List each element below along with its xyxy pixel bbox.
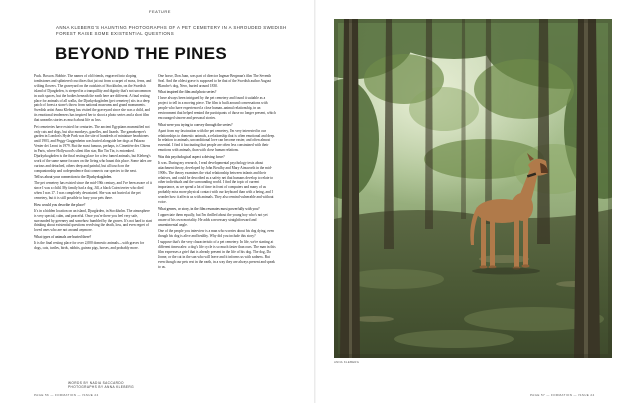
forest-dog-photograph [334, 19, 612, 358]
paragraph: It's in a hidden location on an island, Djurgården, in Stockholm. The atmosphere is very special, calm, and peaceful. Once you're there you feel very safe, surrounded by greenery and somehow humbled by the graves. It's not hard to start thinking about existential questions revolving the death, loss, and even regret of loved ones who are not around anymore. [34, 208, 152, 233]
paragraph: One of the people you interview is a man who worries about his dog dying, even though his dog is alive and healthy. Why did you include this story? [158, 229, 274, 238]
photo-illustration [334, 19, 612, 358]
interview-question: How would you describe the place? [34, 202, 86, 207]
article-column-2 [158, 74, 276, 380]
interview-question: What genres, or story, in the film resonates most powerfully with you? [158, 206, 260, 211]
interview-question: What inspired the film and photo series? [158, 90, 217, 95]
paragraph: Apart from my fascination with the pet cemetery, I'm very interested in our relationships to domestic animals, a relationship that is often emotional and deep. In relation to animals, unconditional love can become easier, and often almost essential. I find it fascinating that people are often less constrained with their emotions with animals, than with close human relations. [158, 128, 276, 153]
paragraph: Pet cemeteries have existed for centuries. The ancient Egyptians mummified not only cats and dogs, but also monkeys, gazelles, and lizards. The gamekeeper's garden in London's Hyde Park was the site of hundreds of miniature headstones until 1903, and Peggy Guggenheim was buried alongside her dogs at Palazzo Venier dei Leoni in 1979. But the most famous, perhaps, is Cimetière des Chiens in Paris, where Hollywood's silent film star, Rin Tin Tin, is entombed. Djurkyrkogården is the final resting place for a few famed animals, but Kleberg's work of the same name focuses on the living who haunt this place. Some tales are curious and detached, others deep and painful, but all touch on the companionship and codependence that connects our species to the next. [34, 124, 152, 173]
folio-right: PAGE 57 — FORMATION — ISSUE 24 [530, 393, 595, 397]
paragraph: It is the final resting place for over 2,000 domestic animals—with graves for dogs, cats, turtles, birds, rabbits, guinea pigs, horses, and probably more. [34, 240, 145, 250]
paragraph: I have always been intrigued by the pet cemetery and found it suitable as a project to tell in a moving piece. The film is built around conversations with people who have experienced a close human–animal relationship, in an environment that helped remind the participants of those no longer present, which encouraged sincere and personal stories. [158, 96, 276, 121]
interview-question: Was this psychological aspect a driving force? [158, 154, 225, 159]
paragraph: I appreciate them equally, but I'm thrilled about the young boy who's not yet aware of his own mortality. He adds a necessary straightforward and unsentimental angle. [158, 212, 268, 227]
interview-question: What types of animals are buried there? [34, 234, 92, 239]
section-label: FEATURE [149, 9, 171, 14]
article-deck: ANNA KLEBERG'S HAUNTING PHOTOGRAPHS OF A PET CEMETERY IN A SHROUDED SWEDISH FOREST RAISE SOME EXISTENTIAL QUESTIONS [56, 25, 287, 36]
photo-credit: ANNA KLEBERG [334, 360, 360, 364]
interview-question: What were you trying to convey through the series? [158, 122, 233, 127]
byline [68, 381, 134, 390]
paragraph: The pet cemetery has existed since the mid-19th century, and I've been aware of it since I was a child. My family had a dog, Jill, a black Cairn terrier who died when I was 17. I was completely devastated. She was not buried at the pet cemetery, but it is still possible to bury your pets there. [34, 181, 152, 201]
interview-question: Tell us about your connection to the Djurkyrkogården. [34, 175, 113, 180]
article-headline: BEYOND THE PINES [55, 44, 227, 63]
paragraph: Puck. Bosson. Bobbie. The names of old friends, engraved into sloping tombstones and splintered crucifixes that jut out from a carpet of moss, ferns, and wilting flowers. The graveyard on the outskirts of Stockholm, on the Swedish island of Djurgården, is steeped in a tranquillity and dignity that's not uncommon in such spaces, but the bodies beneath the earth here are different. A final resting place for animals of all walks, the Djurkyrkogården (pet cemetery) sits in a deep patch of forest a stone's throw from national museums and grand monuments. Swedish artist Anna Kleberg has visited the graveyard since she was a child, and its emotional tenderness has inspired her to shoot a photo series and a short film that unearths stories as much about life as loss. [34, 74, 152, 123]
byline-words: WORDS BY NADIA SACCARDO [68, 381, 124, 385]
article-column-1 [34, 74, 152, 380]
byline-photographs: PHOTOGRAPHS BY ANNA KLEBERG [68, 385, 134, 390]
paragraph: One horse, Don Juan, was part of director Ingmar Bergman's film The Seventh Seal. And the oldest grave is supposed to be that of the Swedish author August Blanche's dog, Nero, buried around 1830. [158, 74, 272, 88]
paragraph: It was. During my research, I read developmental psychology texts about attachment theory, developed by John Bowlby and Mary Ainsworth in the mid-1900s. The theory examines the vital relationship between infants and their relatives, and could be described as a safety net that humans develop to relate to other individuals and the surrounding world. I find the topic of current importance, as we spend a lot of time in front of computers and many of us probably miss more physical contact with our keyboard than with a being, and I wonder how it affects us with animals. They also remind vulnerable and without voice. [158, 160, 274, 205]
folio-left: PAGE 56 — FORMATION — ISSUE 24 [34, 393, 99, 397]
paragraph: I suppose that's the very characteristic of a pet cemetery. In life, we're starting at different timescales: a dog's life cycle is so much faster than ours. The man in this film expresses a grief that is already present in the life of his dog. The dog, Da Jonne, or the cat in the sun who will leave and it informs us with sadness. But even though our pets rest in the earth, in a way they are always present and speak to us. [158, 240, 276, 269]
